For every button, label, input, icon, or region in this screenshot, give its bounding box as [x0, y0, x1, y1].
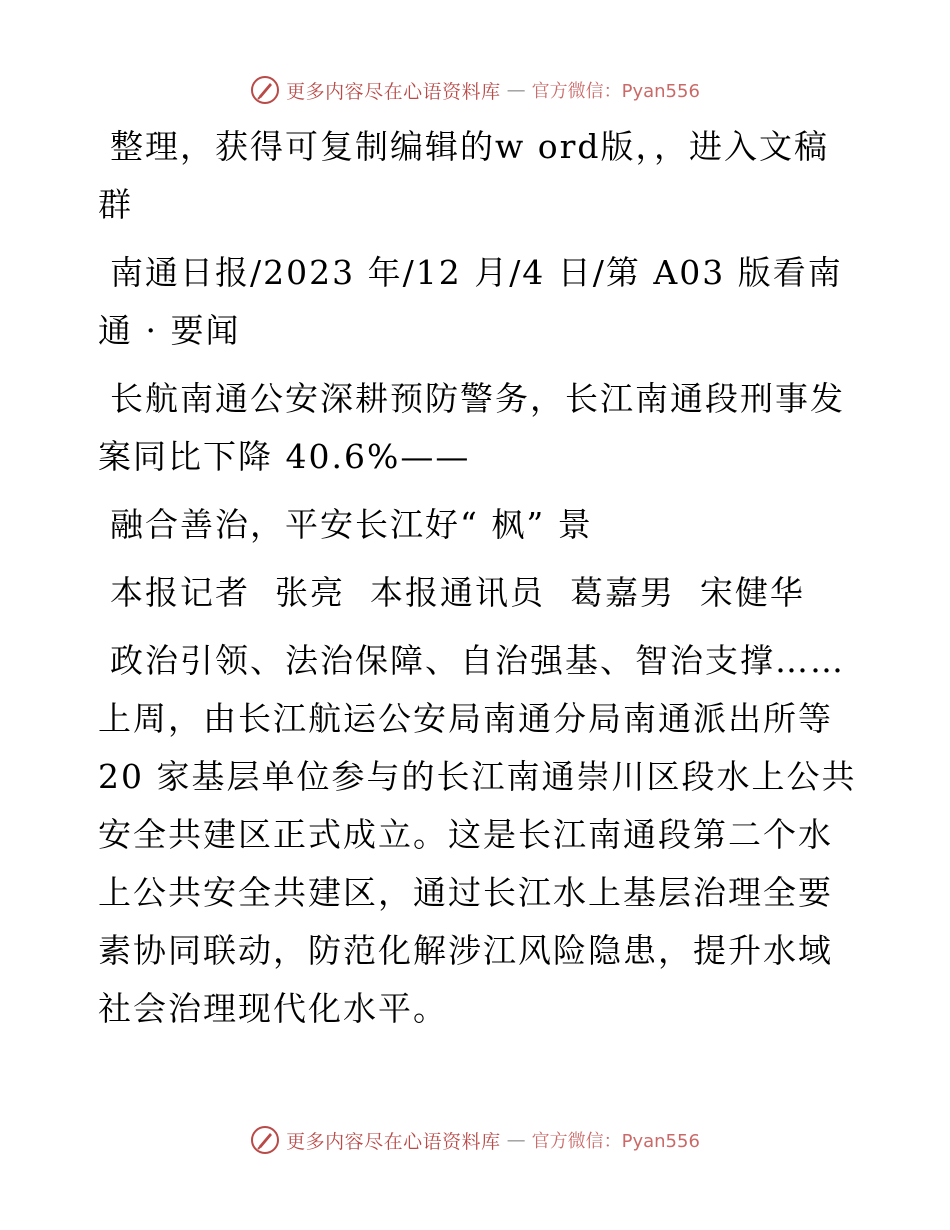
byline: 本报记者 张亮 本报通讯员 葛嘉男 宋健华 — [110, 573, 805, 612]
article-body — [98, 118, 858, 1048]
subheadline: 长航南通公安深耕预防警务，长江南通段刑事发案同比下降 40.6%—— — [98, 379, 845, 476]
watermark-text: 更多内容尽在心语资料库 — [286, 1130, 501, 1153]
watermark-header — [0, 70, 950, 110]
quill-logo-icon — [250, 1125, 280, 1155]
intro-note: 整理，获得可复制编辑的w ord版，，进入文稿群 — [98, 127, 830, 224]
watermark-separator: — — [506, 1129, 526, 1151]
headline: 融合善治，平安长江好“ 枫” 景 — [110, 505, 593, 544]
source-line: 南通日报/2023 年/12 月/4 日/第 A03 版看南通 · 要闻 — [98, 253, 843, 350]
body-paragraph: 政治引领、法治保障、自治强基、智治支撑……上周，由长江航运公安局南通分局南通派出所等 20 家基层单位参与的长江南通崇川区段水上公共安全共建区正式成立。这是长江南通段第二个水上公共安全共建区，通过长江水上基层治理全要素协同联动，防范化解涉江风险隐患，提升水域社会治理现代化水平。 — [98, 641, 857, 1028]
watermark-separator: — — [506, 79, 526, 101]
watermark-wechat: 官方微信：Pyan556 — [531, 81, 700, 102]
watermark-wechat: 官方微信：Pyan556 — [531, 1131, 700, 1152]
watermark-text: 更多内容尽在心语资料库 — [286, 80, 501, 103]
quill-logo-icon — [250, 75, 280, 105]
watermark-footer — [0, 1120, 950, 1160]
